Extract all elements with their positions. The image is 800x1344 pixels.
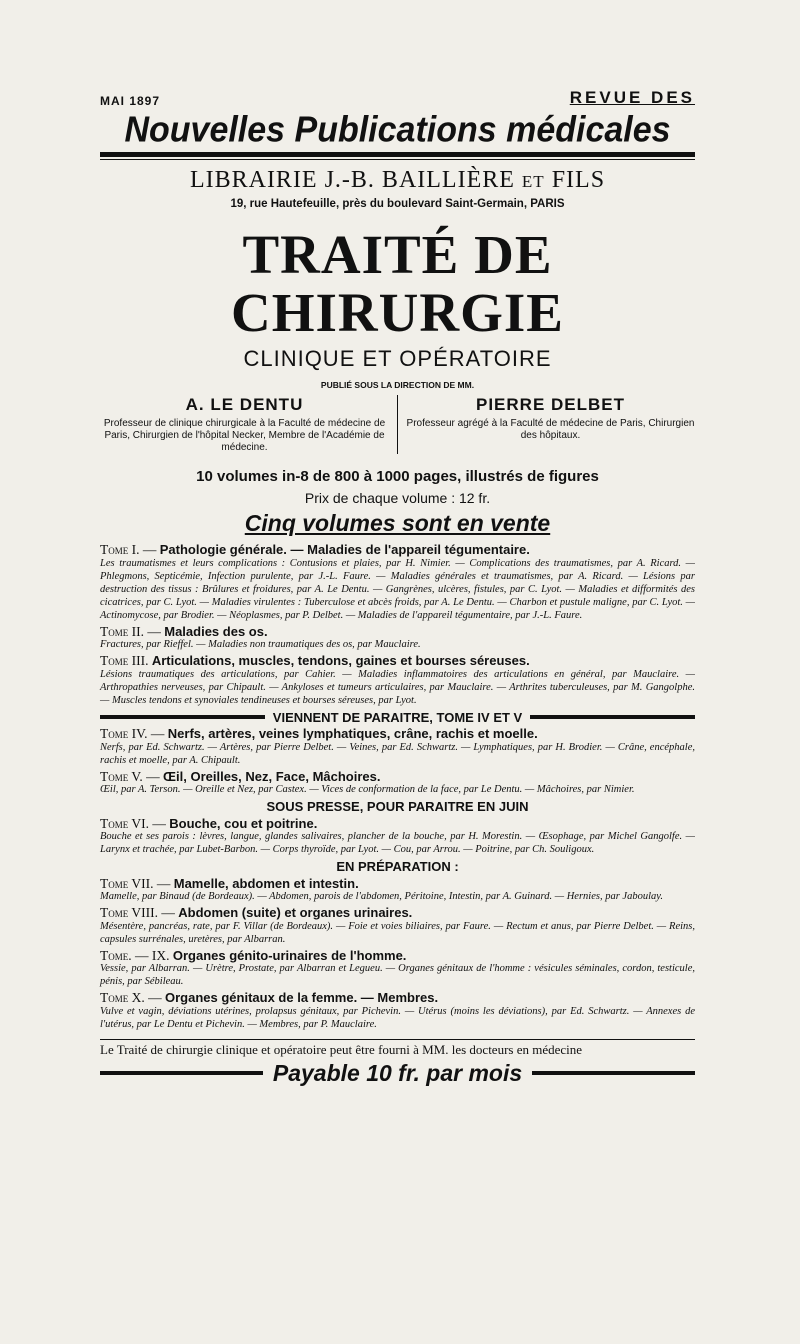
tome-entry: Tome. — IX. Organes génito-urinaires de l'homme. Vessie, par Albarran. — Urètre, Prostate, par Albarran et Legueu. — Organes génitaux de l'homme : vésicules séminales, cordon, testicule, pénis, par Sébileau. — [100, 947, 695, 987]
revue-label: REVUE DES — [569, 88, 695, 107]
header — [100, 88, 695, 108]
tome-entry: Tome I. — Pathologie générale. — Maladies de l'appareil tégumentaire. Les traumatismes et leurs complications : Contusions et plaies, par H. Nimier. — Complications des traumatismes, par A. Ricard. — Phlegmons, Septicémie, Infection purulente, par J.-L. Faure. — Maladies générales et traumatismes, par A. Ricard. — Lésions par destruction des tissus : Brûlures et froidures, par A. Le Dentu. — Gangrènes, ulcères, fistules, par C. Lyot. — Maladies et difformités des cicatrices, par C. Lyot. — Maladies virulentes : Tuberculose et abcès froids, par A. Le Dentu. — Charbon et pustule maligne, par C. Lyot. — Actinomycose, par Brodier. — Néoplasmes, par P. Delbet. — Maladies de l'appareil tégumentaire, par J.-L. Faure. — [100, 542, 695, 621]
author-delbet: PIERRE DELBET Professeur agrégé à la Faculté de médecine de Paris, Chirurgien des hôpitaux. — [406, 395, 695, 441]
divider — [100, 159, 695, 160]
tome-list — [100, 543, 695, 1031]
footer-note: Le Traité de chirurgie clinique et opératoire peut être fourni à MM. les docteurs en médecine — [100, 1039, 695, 1058]
tome-entry: Tome VIII. — Abdomen (suite) et organes urinaires. Mésentère, pancréas, rate, par F. Villar (de Bordeaux). — Foie et voies biliaires, par Faure. — Rectum et anus, par Pierre Delbet. — Reins, capsules surrénales, uretères, par Albarran. — [100, 905, 695, 945]
tome-entry: Tome X. — Organes génitaux de la femme. — Membres. Vulve et vagin, déviations utérines, prolapsus génitaux, par Pichevin. — Utérus (moins les déviations), par Ed. Schwartz. — Annexes de l'utérus, par Le Dentu et Pichevin. — Membres, par P. Mauclaire. — [100, 990, 695, 1030]
publisher-name: LIBRAIRIE J.-B. BAILLIÈRE ET FILS — [189, 167, 606, 193]
book-subtitle: CLINIQUE ET OPÉRATOIRE — [243, 346, 552, 371]
tome-entry: Tome V. — Œil, Oreilles, Nez, Face, Mâchoires. Œil, par A. Terson. — Oreille et Nez, par Castex. — Vices de conformation de la face, par Le Dentu. — Mâchoires, par Nimier. — [100, 768, 635, 795]
tome-entry: Tome VII. — Mamelle, abdomen et intestin. Mamelle, par Binaud (de Bordeaux). — Abdomen, parois de l'abdomen, Péritoine, Intestin, par A. Guinard. — Hernies, par Jaboulay. — [100, 875, 663, 902]
banner-viennent: VIENNENT DE PARAITRE, TOME IV ET V — [100, 711, 695, 725]
page — [100, 88, 695, 1087]
price: Prix de chaque volume : 12 fr. — [304, 490, 491, 506]
tome-entry: Tome II. — Maladies des os. Fractures, par Rieffel. — Maladies non traumatiques des os, par Mauclaire. — [100, 623, 421, 650]
direction-line: PUBLIÉ SOUS LA DIRECTION DE MM. — [320, 380, 475, 390]
payable-banner: Payable 10 fr. par mois — [100, 1060, 695, 1087]
book-title: TRAITÉ DE CHIRURGIE — [231, 224, 564, 343]
authors — [100, 395, 695, 454]
divider — [100, 152, 695, 157]
banner-sous-presse: SOUS PRESSE, POUR PARAITRE EN JUIN — [266, 799, 529, 814]
tome-entry: Tome IV. — Nerfs, artères, veines lymphatiques, crâne, rachis et moelle. Nerfs, par Ed. Schwartz. — Artères, par Pierre Delbet. — Veines, par Ed. Schwartz. — Lymphatiques, par H. Brodier. — Crâne, encéphale, rachis et moelle, par A. Chipault. — [100, 726, 695, 766]
tome-entry: Tome VI. — Bouche, cou et poitrine. Bouche et ses parois : lèvres, langue, glandes salivaires, plancher de la bouche, par H. Morestin. — Œsophage, par Michel Gangolfe. — Larynx et trachée, par Lubet-Barbon. — Corps thyroïde, par Lyot. — Cou, par Arrou. — Poitrine, par Ch. Souligoux. — [100, 815, 695, 855]
cinq-volumes-heading: Cinq volumes sont en vente — [244, 510, 551, 536]
volumes-info: 10 volumes in-8 de 800 à 1000 pages, illustrés de figures — [196, 468, 599, 485]
banner-preparation: EN PRÉPARATION : — [336, 859, 459, 874]
issue-date: MAI 1897 — [100, 94, 161, 108]
author-le-dentu: A. LE DENTU Professeur de clinique chirurgicale à la Faculté de médecine de Paris, Chirurgien de l'hôpital Necker, Membre de l'Académie de médecine. — [100, 395, 398, 454]
tome-entry: Tome III. Articulations, muscles, tendons, gaines et bourses séreuses. Lésions traumatiques des articulations, par Cahier. — Maladies inflammatoires des articulations en général, par Mauclaire. — Arthropathies nerveuses, par Chipault. — Ankyloses et tumeurs articulaires, par Mauclaire. — Arthrites tuberculeuses, par M. Gangolphe. — Muscles tendons et synoviales tendineuses et bourses séreuses, par Lyot. — [100, 653, 695, 706]
main-title: Nouvelles Publications médicales — [124, 110, 671, 150]
publisher-address: 19, rue Hautefeuille, près du boulevard Saint-Germain, PARIS — [230, 198, 565, 210]
